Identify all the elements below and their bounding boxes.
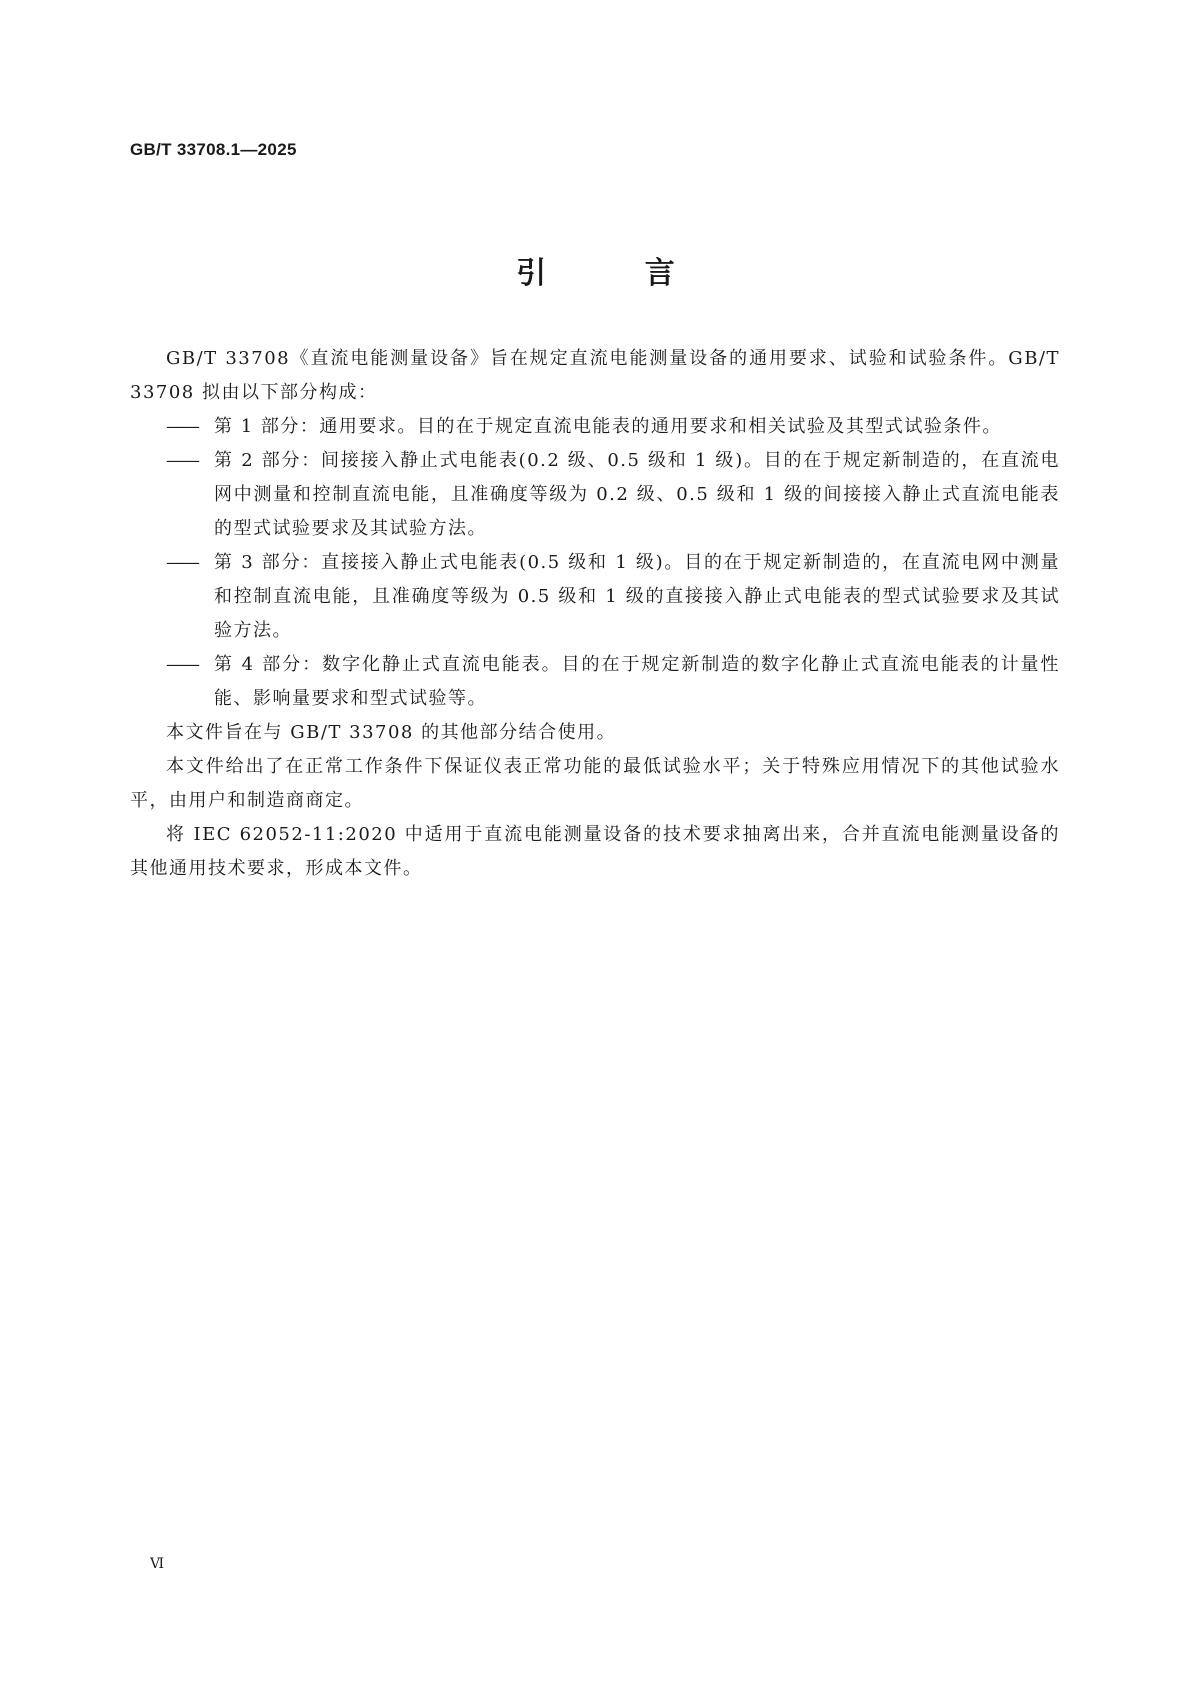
em-dash-bullet: ——: [166, 654, 198, 675]
list-item-part-1: [130, 410, 1060, 444]
page-number: Ⅵ: [150, 1556, 165, 1572]
usage-paragraph: 本文件旨在与 GB/T 33708 的其他部分结合使用。: [166, 722, 617, 743]
em-dash-bullet: ——: [166, 450, 198, 471]
page-title: 引 言: [516, 256, 719, 291]
introduction-body: [130, 342, 1060, 886]
document-code: GB/T 33708.1—2025: [130, 140, 297, 159]
list-item-text: 第 1 部分：通用要求。目的在于规定直流电能表的通用要求和相关试验及其型式试验条件。: [214, 416, 1002, 437]
test-level-paragraph: 本文件给出了在正常工作条件下保证仪表正常功能的最低试验水平；关于特殊应用情况下的其他试验水平，由用户和制造商商定。: [130, 756, 1060, 811]
list-item-text: 第 2 部分：间接接入静止式电能表(0.2 级、0.5 级和 1 级)。目的在于规定新制造的，在直流电网中测量和控制直流电能，且准确度等级为 0.2 级、0.5 级和 1 级的间接接入静止式直流电能表的型式试验要求及其试验方法。: [214, 450, 1060, 539]
em-dash-bullet: ——: [166, 416, 198, 437]
list-item-text: 第 3 部分：直接接入静止式电能表(0.5 级和 1 级)。目的在于规定新制造的，在直流电网中测量和控制直流电能，且准确度等级为 0.5 级和 1 级的直接接入静止式电能表的型式试验要求及其试验方法。: [214, 552, 1060, 641]
list-item-part-2: [130, 444, 1060, 546]
em-dash-bullet: ——: [166, 552, 198, 573]
intro-paragraph: GB/T 33708《直流电能测量设备》旨在规定直流电能测量设备的通用要求、试验和试验条件。GB/T 33708 拟由以下部分构成：: [130, 348, 1060, 403]
source-paragraph: 将 IEC 62052-11:2020 中适用于直流电能测量设备的技术要求抽离出来，合并直流电能测量设备的其他通用技术要求，形成本文件。: [130, 824, 1060, 879]
list-item-text: 第 4 部分：数字化静止式直流电能表。目的在于规定新制造的数字化静止式直流电能表的计量性能、影响量要求和型式试验等。: [214, 654, 1060, 709]
list-item-part-3: [130, 546, 1060, 648]
list-item-part-4: [130, 648, 1060, 716]
